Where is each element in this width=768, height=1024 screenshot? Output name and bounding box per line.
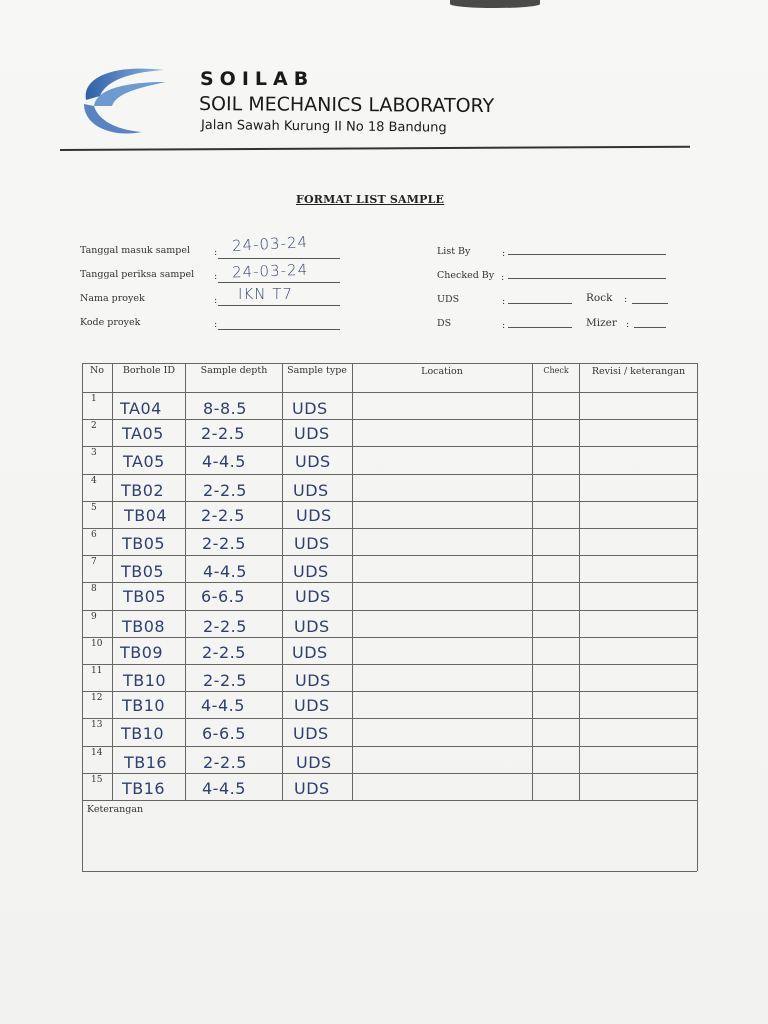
ds-label: DS — [437, 318, 452, 329]
row-number: 11 — [91, 666, 103, 676]
cell-borhole: TB10 — [123, 671, 167, 690]
soilab-logo — [72, 60, 172, 140]
rock-line — [632, 303, 668, 304]
cell-depth: 2-2.5 — [203, 616, 247, 636]
row-number: 15 — [91, 774, 103, 785]
tanggal-masuk-line — [218, 258, 340, 259]
table-vline — [352, 363, 353, 800]
table-hline — [82, 501, 697, 502]
table-hline — [82, 528, 697, 529]
colon: : — [502, 296, 506, 307]
cell-depth: 2-2.5 — [202, 642, 246, 662]
table-hline — [82, 363, 697, 364]
tanggal-periksa-value: 24-03-24 — [231, 260, 309, 282]
cell-type: UDS — [294, 616, 330, 636]
cell-borhole: TB10 — [122, 696, 166, 716]
mizer-line — [634, 327, 666, 328]
row-number: 4 — [91, 475, 97, 486]
table-vline — [112, 363, 113, 800]
mizer-label: Mizer — [586, 317, 617, 329]
tanggal-masuk-value: 24-03-24 — [231, 233, 309, 255]
cell-depth: 2-2.5 — [203, 671, 247, 690]
cell-borhole: TB09 — [120, 642, 164, 662]
row-number: 12 — [91, 693, 103, 704]
letterhead-rule — [60, 146, 690, 151]
row-number: 14 — [91, 747, 103, 758]
cell-borhole: TB16 — [122, 778, 166, 798]
cell-type: UDS — [295, 452, 331, 472]
list-by-label: List By — [437, 246, 471, 257]
header-check: Check — [543, 366, 569, 375]
row-number: 1 — [91, 394, 97, 404]
table-hline — [82, 664, 697, 665]
cell-type: UDS — [292, 642, 328, 662]
table-vline — [82, 363, 83, 871]
header-location: Location — [421, 366, 463, 377]
cell-depth: 2-2.5 — [203, 480, 247, 500]
cell-borhole: TB10 — [121, 724, 165, 744]
colon: : — [214, 295, 218, 306]
scan-smudge — [450, 0, 540, 8]
cell-borhole: TB08 — [122, 616, 166, 636]
cell-depth: 2-2.5 — [201, 505, 245, 525]
cell-type: UDS — [296, 505, 332, 525]
table-hline — [82, 555, 697, 556]
header-borhole: Borhole ID — [122, 365, 176, 376]
table-vline — [532, 363, 533, 800]
cell-borhole: TA04 — [120, 399, 162, 418]
table-hline — [82, 392, 697, 393]
checked-by-label: Checked By — [437, 270, 495, 281]
lab-brand: SOILAB — [200, 68, 315, 90]
table-hline — [82, 637, 697, 638]
tanggal-periksa-label: Tanggal periksa sampel — [80, 269, 195, 280]
row-number: 13 — [91, 720, 103, 731]
lab-name: SOIL MECHANICS LABORATORY — [198, 93, 495, 118]
table-hline — [82, 871, 697, 872]
colon: : — [502, 248, 506, 259]
cell-borhole: TA05 — [123, 452, 165, 472]
table-hline — [82, 474, 697, 475]
table-vline — [579, 363, 580, 800]
cell-depth: 8-8.5 — [203, 399, 247, 418]
header-type: Sample type — [287, 365, 347, 376]
row-number: 10 — [91, 638, 103, 649]
cell-type: UDS — [294, 696, 330, 716]
nama-proyek-value: IKN T7 — [238, 285, 293, 303]
cell-depth: 4-4.5 — [202, 778, 246, 798]
cell-depth: 6-6.5 — [202, 724, 246, 744]
colon: : — [501, 272, 505, 283]
cell-depth: 4-4.5 — [201, 696, 245, 716]
lab-address: Jalan Sawah Kurung II No 18 Bandung — [200, 118, 447, 136]
cell-borhole: TB16 — [124, 752, 168, 772]
cell-depth: 2-2.5 — [201, 424, 245, 444]
nama-proyek-line — [218, 305, 340, 306]
header-revisi: Revisi / keterangan — [591, 366, 686, 377]
table-hline — [82, 446, 697, 447]
cell-type: UDS — [292, 399, 328, 418]
cell-depth: 4-4.5 — [202, 452, 246, 472]
kode-proyek-label: Kode proyek — [80, 317, 141, 328]
row-number: 6 — [91, 530, 97, 540]
cell-depth: 4-4.5 — [203, 562, 247, 582]
cell-borhole: TB04 — [124, 505, 168, 525]
cell-borhole: TB05 — [123, 587, 167, 607]
cell-type: UDS — [294, 534, 330, 553]
kode-proyek-line — [218, 329, 340, 330]
sample-table — [82, 363, 697, 871]
tanggal-periksa-line — [218, 282, 340, 283]
row-number: 5 — [91, 502, 97, 513]
cell-type: UDS — [293, 562, 329, 582]
colon: : — [214, 271, 218, 282]
table-hline — [82, 419, 697, 420]
row-number: 3 — [91, 448, 97, 459]
table-hline — [82, 691, 697, 692]
table-hline — [82, 610, 697, 611]
cell-type: UDS — [293, 480, 329, 500]
rock-label: Rock — [586, 292, 613, 304]
cell-type: UDS — [293, 724, 329, 744]
cell-type: UDS — [295, 587, 331, 607]
tanggal-masuk-label: Tanggal masuk sampel — [80, 245, 190, 256]
colon: : — [626, 319, 630, 330]
table-vline — [697, 363, 698, 871]
table-hline — [82, 773, 697, 774]
uds-label: UDS — [437, 294, 460, 305]
cell-depth: 2-2.5 — [203, 752, 247, 772]
cell-depth: 2-2.5 — [202, 534, 246, 553]
table-vline — [185, 363, 186, 800]
cell-depth: 6-6.5 — [201, 587, 245, 607]
nama-proyek-label: Nama proyek — [80, 293, 145, 304]
cell-type: UDS — [294, 424, 330, 444]
keterangan-label: Keterangan — [87, 804, 144, 815]
uds-line — [508, 303, 572, 304]
table-hline — [82, 800, 697, 801]
checked-by-line — [508, 278, 666, 279]
table-hline — [82, 718, 697, 719]
cell-borhole: TB05 — [122, 534, 166, 553]
header-depth: Sample depth — [200, 365, 268, 376]
cell-borhole: TB05 — [121, 562, 165, 582]
ds-line — [508, 327, 572, 328]
row-number: 7 — [91, 557, 97, 568]
table-hline — [82, 746, 697, 747]
header-no: No — [89, 365, 105, 376]
list-by-line — [508, 254, 666, 255]
row-number: 8 — [91, 584, 97, 595]
form-title: FORMAT LIST SAMPLE — [296, 193, 445, 206]
colon: : — [214, 319, 218, 330]
cell-type: UDS — [295, 671, 331, 690]
cell-type: UDS — [296, 752, 332, 772]
table-vline — [282, 363, 283, 800]
cell-borhole: TA05 — [122, 424, 164, 444]
colon: : — [502, 320, 506, 331]
cell-borhole: TB02 — [121, 480, 165, 500]
cell-type: UDS — [294, 778, 330, 798]
table-hline — [82, 582, 697, 583]
row-number: 2 — [91, 421, 97, 432]
colon: : — [214, 247, 218, 258]
colon: : — [624, 294, 628, 305]
row-number: 9 — [91, 611, 97, 622]
